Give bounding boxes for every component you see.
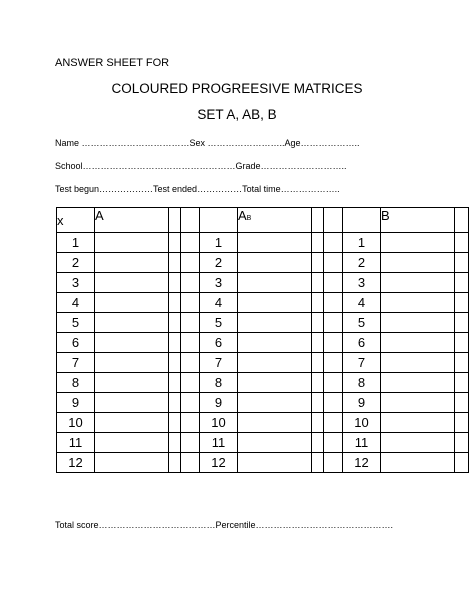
item-number: 8 bbox=[200, 373, 238, 393]
answer-cell[interactable] bbox=[238, 353, 312, 373]
spacer-cell bbox=[312, 233, 324, 253]
item-number: 9 bbox=[343, 393, 381, 413]
answer-cell[interactable] bbox=[381, 373, 455, 393]
answer-cell[interactable] bbox=[95, 273, 169, 293]
gap-cell bbox=[181, 208, 200, 233]
gap-cell bbox=[324, 233, 343, 253]
item-number: 9 bbox=[200, 393, 238, 413]
gap-cell bbox=[324, 433, 343, 453]
answer-row bbox=[57, 453, 469, 473]
item-number: 8 bbox=[57, 373, 95, 393]
answer-row bbox=[57, 233, 469, 253]
spacer-cell bbox=[312, 208, 324, 233]
answer-cell[interactable] bbox=[95, 333, 169, 353]
gap-cell bbox=[324, 333, 343, 353]
spacer-cell bbox=[455, 208, 469, 233]
spacer-cell bbox=[312, 413, 324, 433]
set-title: SET A, AB, B bbox=[197, 107, 277, 122]
spacer-cell bbox=[169, 273, 181, 293]
test-title: COLOURED PROGREESIVE MATRICES bbox=[111, 81, 363, 96]
answer-row bbox=[57, 273, 469, 293]
gap-cell bbox=[181, 353, 200, 373]
spacer-cell bbox=[455, 233, 469, 253]
spacer-cell bbox=[312, 393, 324, 413]
spacer-cell bbox=[455, 313, 469, 333]
spacer-cell bbox=[169, 333, 181, 353]
spacer-cell bbox=[312, 273, 324, 293]
answer-cell[interactable] bbox=[238, 233, 312, 253]
item-number: 7 bbox=[343, 353, 381, 373]
spacer-cell bbox=[169, 373, 181, 393]
item-number: 2 bbox=[57, 253, 95, 273]
answer-cell[interactable] bbox=[381, 273, 455, 293]
gap-cell bbox=[181, 293, 200, 313]
x-label: x bbox=[57, 208, 95, 233]
answer-row bbox=[57, 373, 469, 393]
answer-cell[interactable] bbox=[95, 313, 169, 333]
spacer-cell bbox=[169, 253, 181, 273]
answer-cell[interactable] bbox=[381, 333, 455, 353]
item-number: 12 bbox=[57, 453, 95, 473]
gap-cell bbox=[181, 433, 200, 453]
answer-cell[interactable] bbox=[381, 433, 455, 453]
answer-cell[interactable] bbox=[381, 413, 455, 433]
answer-cell[interactable] bbox=[381, 233, 455, 253]
spacer-cell bbox=[455, 393, 469, 413]
test-time-line: Test begun………………Test ended……………Total time……………….. bbox=[55, 184, 340, 194]
item-number: 11 bbox=[343, 433, 381, 453]
spacer-cell bbox=[312, 453, 324, 473]
answer-cell[interactable] bbox=[381, 393, 455, 413]
answer-row bbox=[57, 253, 469, 273]
item-number: 6 bbox=[343, 333, 381, 353]
item-number: 7 bbox=[200, 353, 238, 373]
answer-cell[interactable] bbox=[381, 293, 455, 313]
answer-cell[interactable] bbox=[95, 293, 169, 313]
item-number: 9 bbox=[57, 393, 95, 413]
spacer-cell bbox=[455, 413, 469, 433]
name-sex-age-line: Name ………………………………Sex ……………………..Age……………….. bbox=[55, 138, 360, 148]
item-number: 10 bbox=[343, 413, 381, 433]
spacer-cell bbox=[455, 333, 469, 353]
answer-cell[interactable] bbox=[238, 453, 312, 473]
item-number: 5 bbox=[200, 313, 238, 333]
gap-cell bbox=[181, 253, 200, 273]
gap-cell bbox=[324, 273, 343, 293]
spacer-cell bbox=[169, 313, 181, 333]
answer-cell[interactable] bbox=[95, 373, 169, 393]
spacer-cell bbox=[312, 293, 324, 313]
answer-cell[interactable] bbox=[95, 413, 169, 433]
blank-header-cell bbox=[343, 208, 381, 233]
item-number: 10 bbox=[200, 413, 238, 433]
blank-header-cell bbox=[200, 208, 238, 233]
spacer-cell bbox=[169, 233, 181, 253]
item-number: 3 bbox=[343, 273, 381, 293]
spacer-cell bbox=[455, 353, 469, 373]
spacer-cell bbox=[455, 293, 469, 313]
gap-cell bbox=[324, 393, 343, 413]
score-percentile-line: Total score…………………………………Percentile………………………………………. bbox=[55, 520, 394, 530]
item-number: 11 bbox=[200, 433, 238, 453]
answer-cell[interactable] bbox=[238, 413, 312, 433]
spacer-cell bbox=[169, 208, 181, 233]
item-number: 6 bbox=[200, 333, 238, 353]
spacer-cell bbox=[312, 433, 324, 453]
answer-cell[interactable] bbox=[381, 313, 455, 333]
answer-cell[interactable] bbox=[95, 453, 169, 473]
item-number: 3 bbox=[57, 273, 95, 293]
answer-cell[interactable] bbox=[381, 253, 455, 273]
item-number: 5 bbox=[57, 313, 95, 333]
item-number: 2 bbox=[343, 253, 381, 273]
spacer-cell bbox=[169, 353, 181, 373]
answer-cell[interactable] bbox=[95, 433, 169, 453]
answer-cell[interactable] bbox=[238, 253, 312, 273]
spacer-cell bbox=[312, 313, 324, 333]
answer-cell[interactable] bbox=[238, 273, 312, 293]
item-number: 6 bbox=[57, 333, 95, 353]
spacer-cell bbox=[455, 253, 469, 273]
item-number: 5 bbox=[343, 313, 381, 333]
answer-cell[interactable] bbox=[238, 313, 312, 333]
spacer-cell bbox=[455, 433, 469, 453]
gap-cell bbox=[324, 253, 343, 273]
gap-cell bbox=[324, 293, 343, 313]
item-number: 1 bbox=[343, 233, 381, 253]
item-number: 12 bbox=[200, 453, 238, 473]
item-number: 4 bbox=[57, 293, 95, 313]
answer-cell[interactable] bbox=[238, 433, 312, 453]
answer-cell[interactable] bbox=[238, 333, 312, 353]
gap-cell bbox=[181, 233, 200, 253]
spacer-cell bbox=[169, 293, 181, 313]
gap-cell bbox=[181, 393, 200, 413]
gap-cell bbox=[324, 353, 343, 373]
answer-row bbox=[57, 393, 469, 413]
spacer-cell bbox=[312, 253, 324, 273]
answer-cell[interactable] bbox=[238, 373, 312, 393]
answer-cell[interactable] bbox=[95, 353, 169, 373]
answer-row bbox=[57, 333, 469, 353]
spacer-cell bbox=[169, 393, 181, 413]
item-number: 7 bbox=[57, 353, 95, 373]
item-number: 12 bbox=[343, 453, 381, 473]
spacer-cell bbox=[169, 413, 181, 433]
answer-cell[interactable] bbox=[381, 353, 455, 373]
answer-row bbox=[57, 313, 469, 333]
gap-cell bbox=[181, 373, 200, 393]
gap-cell bbox=[324, 373, 343, 393]
item-number: 4 bbox=[200, 293, 238, 313]
sheet-heading: ANSWER SHEET FOR bbox=[55, 57, 170, 69]
spacer-cell bbox=[169, 453, 181, 473]
item-number: 1 bbox=[200, 233, 238, 253]
item-number: 2 bbox=[200, 253, 238, 273]
spacer-cell bbox=[455, 373, 469, 393]
spacer-cell bbox=[312, 353, 324, 373]
spacer-cell bbox=[169, 433, 181, 453]
gap-cell bbox=[324, 413, 343, 433]
spacer-cell bbox=[455, 273, 469, 293]
spacer-cell bbox=[312, 333, 324, 353]
answer-grid bbox=[56, 207, 469, 473]
answer-cell[interactable] bbox=[238, 393, 312, 413]
spacer-cell bbox=[455, 453, 469, 473]
gap-cell bbox=[324, 453, 343, 473]
answer-row bbox=[57, 413, 469, 433]
gap-cell bbox=[181, 333, 200, 353]
answer-row bbox=[57, 353, 469, 373]
answer-cell[interactable] bbox=[95, 253, 169, 273]
answer-cell[interactable] bbox=[95, 233, 169, 253]
item-number: 1 bbox=[57, 233, 95, 253]
gap-cell bbox=[181, 413, 200, 433]
item-number: 4 bbox=[343, 293, 381, 313]
answer-row bbox=[57, 433, 469, 453]
item-number: 11 bbox=[57, 433, 95, 453]
gap-cell bbox=[324, 313, 343, 333]
col-header-ab: AB bbox=[238, 208, 312, 233]
col-header-b: B bbox=[381, 208, 455, 233]
answer-cell[interactable] bbox=[381, 453, 455, 473]
gap-cell bbox=[181, 273, 200, 293]
answer-row bbox=[57, 293, 469, 313]
col-header-a: A bbox=[95, 208, 169, 233]
school-grade-line: School……………………………………………Grade……………………….. bbox=[55, 161, 347, 171]
gap-cell bbox=[324, 208, 343, 233]
spacer-cell bbox=[312, 373, 324, 393]
item-number: 3 bbox=[200, 273, 238, 293]
item-number: 8 bbox=[343, 373, 381, 393]
gap-cell bbox=[181, 313, 200, 333]
answer-cell[interactable] bbox=[238, 293, 312, 313]
grid-header-row bbox=[57, 208, 469, 233]
gap-cell bbox=[181, 453, 200, 473]
item-number: 10 bbox=[57, 413, 95, 433]
answer-cell[interactable] bbox=[95, 393, 169, 413]
